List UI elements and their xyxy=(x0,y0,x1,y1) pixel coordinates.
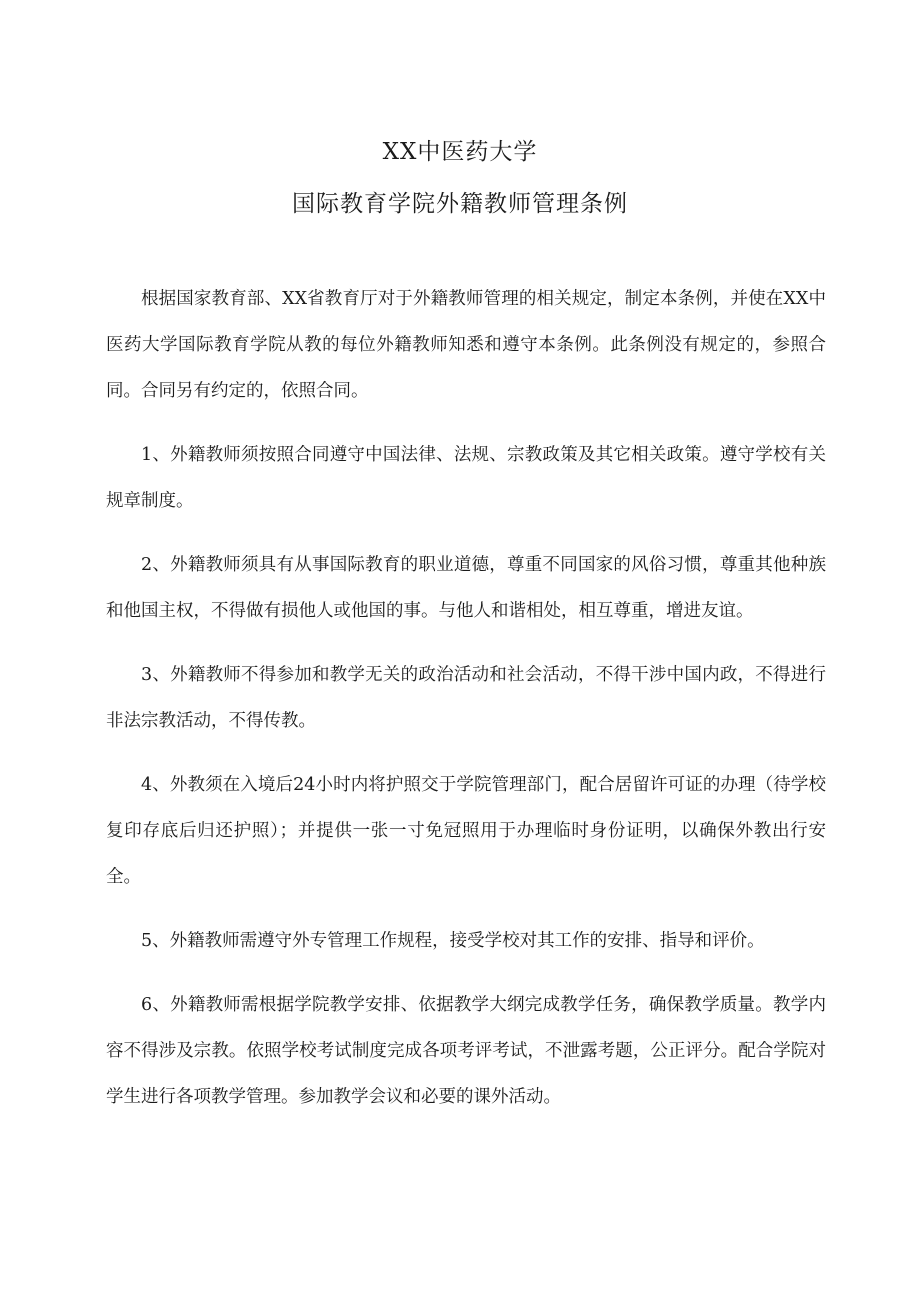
regulation-title: 国际教育学院外籍教师管理条例 xyxy=(292,191,628,217)
article-4-paragraph: 4、外教须在入境后24小时内将护照交于学院管理部门，配合居留许可证的办理（待学校复印存底后归还护照）；并提供一张一寸免冠照用于办理临时身份证明，以确保外教出行安全。 xyxy=(106,775,826,887)
article-5-paragraph: 5、外籍教师需遵守外专管理工作规程，接受学校对其工作的安排、指导和评价。 xyxy=(141,931,765,951)
article-2-paragraph: 2、外籍教师须具有从事国际教育的职业道德，尊重不同国家的风俗习惯，尊重其他种族和他国主权，不得做有损他人或他国的事。与他人和谐相处，相互尊重，增进友谊。 xyxy=(106,555,826,621)
article-6-paragraph: 6、外籍教师需根据学院教学安排、依据教学大纲完成教学任务，确保教学质量。教学内容不得涉及宗教。依照学校考试制度完成各项考评考试，不泄露考题，公正评分。配合学院对学生进行各项教学管理。参加教学会议和必要的课外活动。 xyxy=(106,995,826,1107)
university-name-title: XX中医药大学 xyxy=(382,139,538,165)
document-title-block xyxy=(0,128,920,228)
article-1-paragraph: 1、外籍教师须按照合同遵守中国法律、法规、宗教政策及其它相关政策。遵守学校有关规章制度。 xyxy=(106,445,826,511)
article-3-paragraph: 3、外籍教师不得参加和教学无关的政治活动和社会活动，不得干涉中国内政，不得进行非法宗教活动，不得传教。 xyxy=(106,665,826,731)
document-body xyxy=(106,276,826,1138)
preamble-paragraph: 根据国家教育部、XX省教育厅对于外籍教师管理的相关规定，制定本条例，并使在XX中医药大学国际教育学院从教的每位外籍教师知悉和遵守本条例。此条例没有规定的，参照合同。合同另有约定的，依照合同。 xyxy=(106,289,826,401)
